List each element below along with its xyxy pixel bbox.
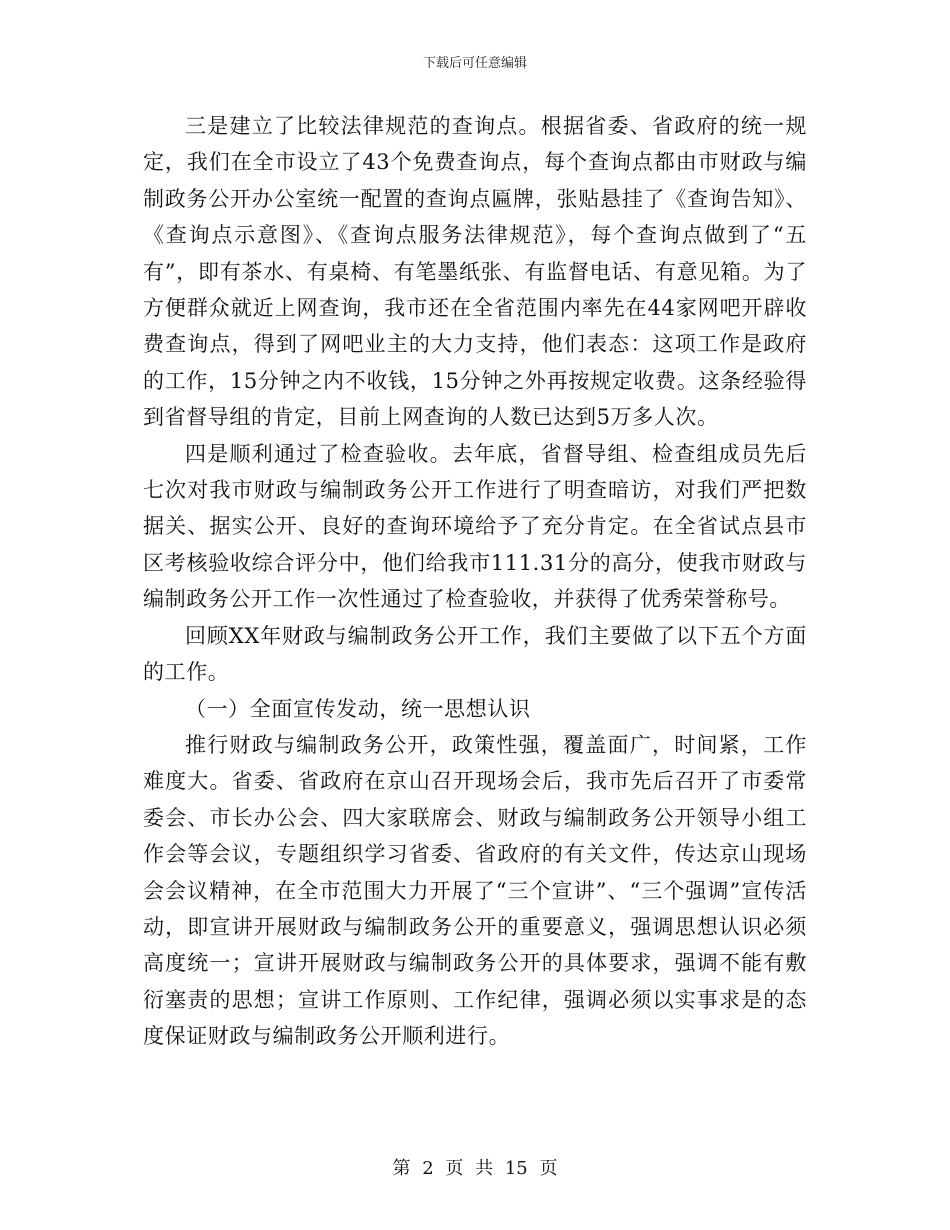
paragraph-review: 回顾XX年财政与编制政务公开工作，我们主要做了以下五个方面的工作。 (143, 623, 807, 685)
header-note: 下载后可任意编辑 (422, 56, 527, 71)
paragraph-publicity: 推行财政与编制政务公开，政策性强，覆盖面广，时间紧，工作难度大。省委、省政府在京山召开现场会后，我市先后召开了市委常委会、市长办公会、四大家联席会、财政与编制政务公开领导小组工作会等会议，专题组织学习省委、省政府的有关文件，传达京山现场会会议精神，在全市范围大力开展了“三个宣讲”、“三个强调”宣传活动，即宣讲开展财政与编制政务公开的重要意义，强调思想认识必须高度统一；宣讲开展财政与编制政务公开的具体要求，强调不能有敷衍塞责的思想；宣讲工作原则、工作纪律，强调必须以实事求是的态度保证财政与编制政务公开顺利进行。 (143, 732, 807, 1049)
document-body (143, 108, 807, 1055)
paragraph-inspection: 四是顺利通过了检查验收。去年底，省督导组、检查组成员先后七次对我市财政与编制政务公开工作进行了明查暗访，对我们严把数据关、据实公开、良好的查询环境给予了充分肯定。在全省试点县市区考核验收综合评分中，他们给我市111.31分的高分，使我市财政与编制政务公开工作一次性通过了检查验收，并获得了优秀荣誉称号。 (143, 441, 807, 612)
page-number: 第 2 页 共 15 页 (392, 1158, 558, 1179)
paragraph-query-points: 三是建立了比较法律规范的查询点。根据省委、省政府的统一规定，我们在全市设立了43个免费查询点，每个查询点都由市财政与编制政务公开办公室统一配置的查询点匾牌，张贴悬挂了《查询告知》、《查询点示意图》、《查询点服务法律规范》，每个查询点做到了“五有”，即有茶水、有桌椅、有笔墨纸张、有监督电话、有意见箱。为了方便群众就近上网查询，我市还在全省范围内率先在44家网吧开辟收费查询点，得到了网吧业主的大力支持，他们表态：这项工作是政府的工作，15分钟之内不收钱，15分钟之外再按规定收费。这条经验得到省督导组的肯定，目前上网查询的人数已达到5万多人次。 (143, 114, 807, 430)
section-heading: （一）全面宣传发动，统一思想认识 (184, 696, 531, 721)
